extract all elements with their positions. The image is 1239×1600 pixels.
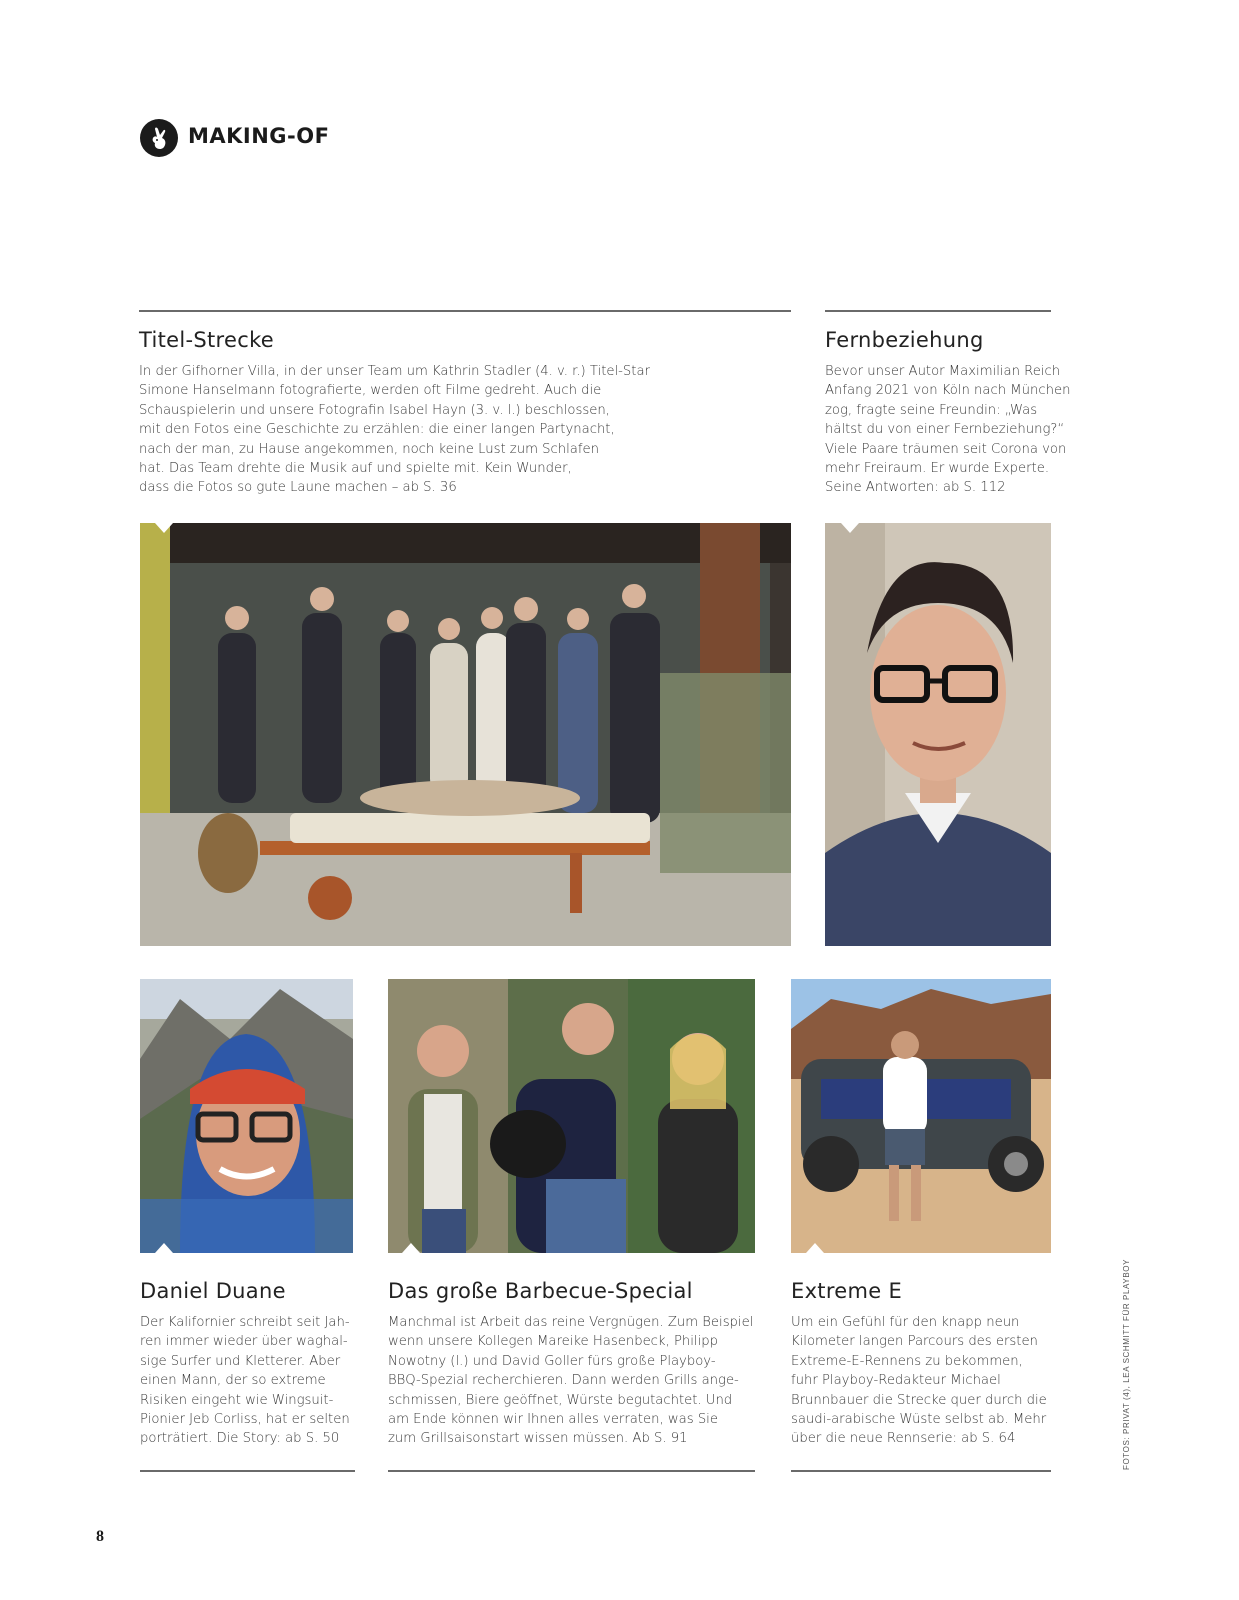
text-line: sige Surfer und Kletterer. Aber [140,1353,341,1369]
photo-pointer [402,1243,420,1253]
text-line: saudi-arabische Wüste selbst ab. Mehr [791,1412,1047,1428]
text-line: nach der man, zu Hause angekommen, noch keine Lust zum Schlafen [139,441,599,457]
desert-buggy-photo [791,979,1051,1253]
divider [388,1470,755,1472]
divider [139,310,791,312]
photo-credit: FOTOS: PRIVAT (4), LEA SCHMITT FÜR PLAYBOY [1122,1258,1131,1470]
text-line: hat. Das Team drehte die Musik auf und spielte mit. Kein Wunder, [139,461,572,477]
divider [791,1470,1051,1472]
photo-pointer [841,523,859,533]
section-title: MAKING-OF [188,124,330,148]
photo-pointer [155,1243,173,1253]
text-line: Viele Paare träumen seit Corona von [825,441,1067,457]
article-body [791,1313,1047,1449]
divider [825,310,1051,312]
article-headline: Extreme E [791,1279,903,1303]
page-number: 8 [96,1528,104,1545]
text-line: Seine Antworten: ab S. 112 [825,480,1006,496]
text-line: porträtiert. Die Story: ab S. 50 [140,1431,340,1447]
article-body [825,362,1070,498]
author-portrait-photo [825,523,1051,946]
article-body [140,1313,350,1449]
text-line: In der Gifhorner Villa, in der unser Team um Kathrin Stadler (4. v. r.) Titel-Star [139,364,650,379]
text-line: BBQ-Spezial recherchieren. Dann werden Grills ange- [388,1373,739,1389]
article-headline: Titel-Strecke [139,328,275,352]
text-line: Um ein Gefühl für den knapp neun [791,1315,1020,1330]
text-line: einen Mann, der so extreme [140,1373,326,1389]
text-line: Simone Hanselmann fotografierte, werden oft Filme gedreht. Auch die [139,383,602,399]
text-line: mehr Freiraum. Er wurde Experte. [825,461,1050,477]
article-headline: Daniel Duane [140,1279,286,1303]
bunny-logo-icon [140,119,178,157]
text-line: Der Kalifornier schreibt seit Jah- [140,1315,350,1330]
bbq-team-photo [388,979,755,1253]
text-line: dass die Fotos so gute Laune machen – ab S. 36 [139,480,457,496]
text-line: mit den Fotos eine Geschichte zu erzählen: die einer langen Partynacht, [139,422,615,438]
article-body [139,362,650,498]
divider [140,1470,355,1472]
text-line: ren immer wieder über waghal- [140,1334,348,1350]
text-line: Kilometer langen Parcours des ersten [791,1334,1038,1350]
text-line: Nowotny (l.) und David Goller fürs große Playboy- [388,1353,716,1369]
team-group-photo [140,523,791,946]
article-headline: Das große Barbecue-Special [388,1279,693,1303]
article-headline: Fernbeziehung [825,328,984,352]
article-body [388,1313,753,1449]
text-line: Brunnbauer die Strecke quer durch die [791,1392,1047,1408]
text-line: Extreme-E-Rennens zu bekommen, [791,1353,1023,1369]
text-line: Pionier Jeb Corliss, hat er selten [140,1412,350,1428]
photo-pointer [155,523,173,533]
text-line: zum Grillsaisonstart wissen müssen. Ab S. 91 [388,1431,688,1447]
text-line: Anfang 2021 von Köln nach München [825,383,1071,399]
text-line: über die neue Rennserie: ab S. 64 [791,1431,1016,1447]
text-line: am Ende können wir Ihnen alles verraten, was Sie [388,1412,718,1428]
text-line: Schauspielerin und unsere Fotografin Isabel Hayn (3. v. l.) beschlossen, [139,402,610,418]
text-line: Risiken eingeht wie Wingsuit- [140,1392,334,1408]
text-line: schmissen, Biere geöffnet, Würste begutachtet. Und [388,1392,733,1408]
text-line: Manchmal ist Arbeit das reine Vergnügen. Zum Beispiel [388,1315,754,1330]
text-line: Bevor unser Autor Maximilian Reich [825,364,1061,379]
photo-pointer [806,1243,824,1253]
climber-selfie-photo [140,979,353,1253]
text-line: fuhr Playboy-Redakteur Michael [791,1373,1001,1389]
text-line: wenn unsere Kollegen Mareike Hasenbeck, Philipp [388,1334,719,1350]
text-line: zog, fragte seine Freundin: „Was [825,402,1038,418]
text-line: hältst du von einer Fernbeziehung?“ [825,422,1065,438]
